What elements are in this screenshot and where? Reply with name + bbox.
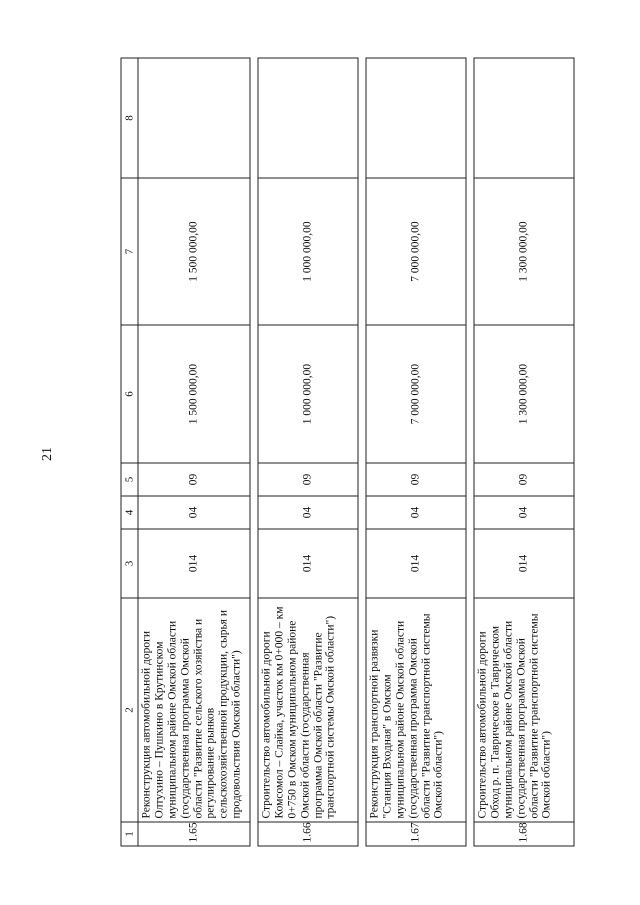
header-col-1: 1 bbox=[121, 822, 138, 846]
budget-table bbox=[121, 58, 575, 847]
row-col-3: 014 bbox=[138, 529, 250, 598]
row-name: Строительство автомобильной дороги Комсомол – Слайка, участок км 0+000 – км 0+750 в Омском муниципальном районе Омской области (государственная программа Омской области "Развитие транспортной системы Омской области") bbox=[258, 598, 358, 822]
row-separator bbox=[358, 58, 366, 846]
row-col-3: 014 bbox=[474, 529, 574, 598]
row-separator bbox=[466, 58, 474, 846]
row-col-3: 014 bbox=[366, 529, 466, 598]
row-col-7: 1 300 000,00 bbox=[474, 178, 574, 325]
row-number: 1.67 bbox=[366, 822, 466, 846]
header-col-7: 7 bbox=[121, 178, 138, 325]
header-col-2: 2 bbox=[121, 598, 138, 822]
table-row bbox=[258, 58, 358, 846]
row-col-6: 1 000 000,00 bbox=[258, 325, 358, 463]
row-col-7: 7 000 000,00 bbox=[366, 178, 466, 325]
header-col-4: 4 bbox=[121, 496, 138, 529]
row-col-5: 09 bbox=[366, 463, 466, 496]
row-name: Реконструкция транспортной развязки "Станция Входная" в Омском муниципальном районе Омской области (государственная программа Омской области "Развитие транспортной системы Омской области") bbox=[366, 598, 466, 822]
row-col-4: 04 bbox=[138, 496, 250, 529]
header-col-6: 6 bbox=[121, 325, 138, 463]
row-number: 1.68 bbox=[474, 822, 574, 846]
row-col-8 bbox=[366, 58, 466, 178]
row-separator bbox=[250, 58, 258, 846]
row-col-5: 09 bbox=[474, 463, 574, 496]
row-col-7: 1 000 000,00 bbox=[258, 178, 358, 325]
row-name: Строительство автомобильной дороги Обход р. п. Таврическое в Таврическом муниципальном районе Омской области (государственная программа Омской области "Развитие транспортной системы Омской области") bbox=[474, 598, 574, 822]
row-name: Реконструкция автомобильной дороги Олтухино – Пушкино в Крутинском муниципальном районе Омской области (государственная программа Омской области "Развитие сельского хозяйства и регулирование рынков сельскохозяйственной продукции, сырья и продовольствия Омской области") bbox=[138, 598, 250, 822]
row-number: 1.66 bbox=[258, 822, 358, 846]
row-col-4: 04 bbox=[366, 496, 466, 529]
budget-table-frame bbox=[121, 59, 558, 847]
header-col-5: 5 bbox=[121, 463, 138, 496]
row-col-4: 04 bbox=[258, 496, 358, 529]
row-col-5: 09 bbox=[258, 463, 358, 496]
row-col-6: 1 500 000,00 bbox=[138, 325, 250, 463]
row-col-4: 04 bbox=[474, 496, 574, 529]
header-col-3: 3 bbox=[121, 529, 138, 598]
row-col-8 bbox=[258, 58, 358, 178]
row-col-7: 1 500 000,00 bbox=[138, 178, 250, 325]
row-col-8 bbox=[474, 58, 574, 178]
header-col-8: 8 bbox=[121, 58, 138, 178]
row-col-6: 7 000 000,00 bbox=[366, 325, 466, 463]
row-col-8 bbox=[138, 58, 250, 178]
row-col-5: 09 bbox=[138, 463, 250, 496]
table-row bbox=[474, 58, 574, 846]
page-number: 21 bbox=[40, 447, 55, 461]
row-col-6: 1 300 000,00 bbox=[474, 325, 574, 463]
table-row bbox=[138, 58, 250, 846]
row-number: 1.65 bbox=[138, 822, 250, 846]
table-row bbox=[366, 58, 466, 846]
row-col-3: 014 bbox=[258, 529, 358, 598]
header-row bbox=[121, 58, 138, 846]
